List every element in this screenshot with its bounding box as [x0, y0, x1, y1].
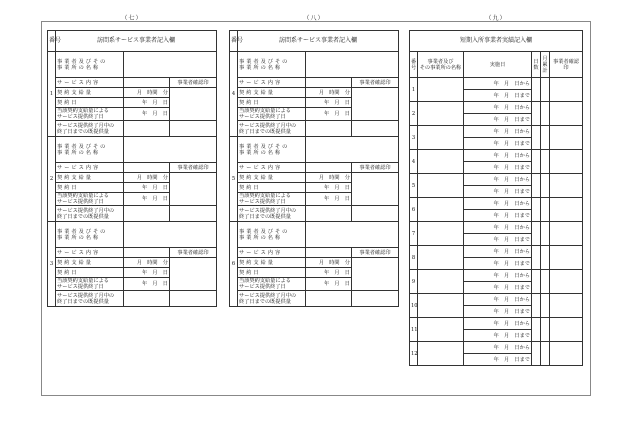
- monthly-total-field[interactable]: [541, 102, 550, 126]
- period-until[interactable]: 年 月 日まで: [464, 234, 532, 246]
- monthly-total-field[interactable]: [541, 246, 550, 270]
- row-number: 12: [410, 342, 418, 366]
- provider-name-field[interactable]: [306, 222, 399, 248]
- monthly-provided-label: サービス提供終了月中の 終了日までの既提供量: [56, 121, 124, 137]
- row-number: 10: [410, 294, 418, 318]
- service-content-field[interactable]: [124, 248, 170, 258]
- period-from[interactable]: 年 月 日から: [464, 150, 532, 162]
- confirm-stamp-box[interactable]: [352, 173, 399, 206]
- monthly-provided-field[interactable]: [124, 206, 170, 222]
- block-row-provider: [230, 52, 399, 78]
- service-content-field[interactable]: [306, 248, 352, 258]
- end-date-field[interactable]: 年 月 日: [124, 108, 170, 121]
- contract-amount-label: 契約支給量: [56, 173, 124, 183]
- monthly-total-field[interactable]: [541, 78, 550, 102]
- end-date-label: 当該契約支給量による サービス提供終了日: [56, 278, 124, 291]
- stamp-field[interactable]: [550, 270, 583, 294]
- panel-label: （七）: [121, 15, 143, 22]
- stamp-header: 事業者確認印: [550, 52, 583, 78]
- monthly-provided-field[interactable]: [306, 121, 352, 137]
- monthly-provided-label: サービス提供終了月中の 終了日までの既提供量: [238, 121, 306, 137]
- end-date-label: 当該契約支給量による サービス提供終了日: [238, 278, 306, 291]
- monthly-total-field[interactable]: [541, 294, 550, 318]
- monthly-total-field[interactable]: [541, 222, 550, 246]
- monthly-total-field[interactable]: [541, 342, 550, 366]
- end-date-label: 当該契約支給量による サービス提供終了日: [56, 193, 124, 206]
- number-header: 番号: [410, 52, 418, 78]
- contract-date-label: 契約日: [238, 268, 306, 278]
- visiting-service-table: [47, 30, 217, 307]
- row-number: 8: [410, 246, 418, 270]
- row-number: 7: [410, 222, 418, 246]
- service-content-label: サービス内容: [56, 163, 124, 173]
- block-number: 1: [48, 52, 56, 137]
- provider-name-field[interactable]: [306, 137, 399, 163]
- period-until[interactable]: 年 月 日まで: [464, 354, 532, 366]
- block-number: 5: [230, 137, 238, 222]
- monthly-total-field[interactable]: [541, 198, 550, 222]
- provider-name-label: 事業者及びその 事業所の名称: [56, 137, 124, 163]
- provider-field[interactable]: [418, 198, 464, 222]
- provider-field[interactable]: [418, 222, 464, 246]
- contract-date-label: 契約日: [56, 268, 124, 278]
- provider-field[interactable]: [418, 270, 464, 294]
- contract-date-label: 契約日: [56, 183, 124, 193]
- period-from[interactable]: 年 月 日から: [464, 294, 532, 306]
- days-header: 日数: [532, 52, 541, 78]
- panel-short-stay-9: [409, 15, 583, 366]
- block-number: 3: [48, 222, 56, 307]
- provider-name-label: 事業者及びその 事業所の名称: [238, 137, 306, 163]
- stamp-field[interactable]: [550, 294, 583, 318]
- short-stay-table: [409, 30, 583, 366]
- block-number: 2: [48, 137, 56, 222]
- provider-field[interactable]: [418, 78, 464, 102]
- confirm-stamp-label: 事業者確認印: [352, 163, 399, 173]
- contract-date-field[interactable]: 年 月 日: [124, 268, 170, 278]
- period-from[interactable]: 年 月 日から: [464, 102, 532, 114]
- days-field[interactable]: [532, 198, 541, 222]
- confirm-stamp-box[interactable]: [352, 258, 399, 291]
- service-content-label: サービス内容: [238, 163, 306, 173]
- row-number: 3: [410, 126, 418, 150]
- service-content-field[interactable]: [306, 78, 352, 88]
- end-date-label: 当該契約支給量による サービス提供終了日: [56, 108, 124, 121]
- period-until[interactable]: 年 月 日まで: [464, 330, 532, 342]
- contract-amount-label: 契約支給量: [238, 88, 306, 98]
- days-field[interactable]: [532, 126, 541, 150]
- block-number: 6: [230, 222, 238, 307]
- days-field[interactable]: [532, 246, 541, 270]
- contract-amount-field[interactable]: 月 時間 分: [124, 258, 170, 268]
- provider-header: 事業者及び その事業所の名称: [418, 52, 464, 78]
- visiting-service-table: [229, 30, 399, 307]
- contract-amount-label: 契約支給量: [238, 258, 306, 268]
- provider-field[interactable]: [418, 318, 464, 342]
- end-date-field[interactable]: 年 月 日: [306, 278, 352, 291]
- days-field[interactable]: [532, 174, 541, 198]
- period-until[interactable]: 年 月 日まで: [464, 258, 532, 270]
- contract-amount-field[interactable]: 月 時間 分: [124, 88, 170, 98]
- confirm-stamp-box[interactable]: [170, 258, 217, 291]
- days-field[interactable]: [532, 102, 541, 126]
- panel-label: （八）: [303, 15, 325, 22]
- monthly-total-field[interactable]: [541, 174, 550, 198]
- row-number: 1: [410, 78, 418, 102]
- confirm-stamp-label: 事業者確認印: [352, 248, 399, 258]
- confirm-stamp-box[interactable]: [170, 173, 217, 206]
- row-number: 11: [410, 318, 418, 342]
- contract-amount-field[interactable]: 月 時間 分: [306, 173, 352, 183]
- row-number: 4: [410, 150, 418, 174]
- monthly-total-field[interactable]: [541, 150, 550, 174]
- stamp-field[interactable]: [550, 102, 583, 126]
- provider-name-field[interactable]: [124, 137, 217, 163]
- row-number: 6: [410, 198, 418, 222]
- monthly-provided-field[interactable]: [124, 291, 170, 307]
- stamp-field[interactable]: [550, 198, 583, 222]
- block-row-provider: [48, 137, 217, 163]
- monthly-provided-label: サービス提供終了月中の 終了日までの既提供量: [56, 291, 124, 307]
- stamp-field[interactable]: [550, 222, 583, 246]
- provider-field[interactable]: [418, 342, 464, 366]
- monthly-stamp-field[interactable]: [170, 206, 217, 222]
- provider-field[interactable]: [418, 150, 464, 174]
- period-from[interactable]: 年 月 日から: [464, 342, 532, 354]
- provider-name-field[interactable]: [124, 52, 217, 78]
- confirm-stamp-box[interactable]: [170, 88, 217, 121]
- period-from[interactable]: 年 月 日から: [464, 246, 532, 258]
- period-from[interactable]: 年 月 日から: [464, 198, 532, 210]
- end-date-field[interactable]: 年 月 日: [124, 278, 170, 291]
- period-from[interactable]: 年 月 日から: [464, 270, 532, 282]
- confirm-stamp-box[interactable]: [352, 88, 399, 121]
- end-date-label: 当該契約支給量による サービス提供終了日: [238, 108, 306, 121]
- confirm-stamp-label: 事業者確認印: [170, 78, 217, 88]
- contract-amount-field[interactable]: 月 時間 分: [306, 88, 352, 98]
- stamp-field[interactable]: [550, 342, 583, 366]
- service-content-label: サービス内容: [238, 248, 306, 258]
- service-content-field[interactable]: [306, 163, 352, 173]
- monthly-stamp-field[interactable]: [352, 291, 399, 307]
- panel-title: 訪問系サービス事業者記入欄: [238, 31, 399, 52]
- number-header: 番号: [230, 31, 238, 52]
- period-until[interactable]: 年 月 日まで: [464, 306, 532, 318]
- contract-amount-field[interactable]: 月 時間 分: [124, 173, 170, 183]
- monthly-stamp-field[interactable]: [352, 121, 399, 137]
- end-date-field[interactable]: 年 月 日: [306, 108, 352, 121]
- contract-amount-label: 契約支給量: [238, 173, 306, 183]
- contract-date-field[interactable]: 年 月 日: [124, 183, 170, 193]
- period-until[interactable]: 年 月 日まで: [464, 282, 532, 294]
- row-number: 5: [410, 174, 418, 198]
- provider-field[interactable]: [418, 294, 464, 318]
- monthly-stamp-field[interactable]: [170, 121, 217, 137]
- monthly-total-field[interactable]: [541, 318, 550, 342]
- monthly-stamp-field[interactable]: [352, 206, 399, 222]
- contract-date-label: 契約日: [56, 98, 124, 108]
- provider-name-field[interactable]: [124, 222, 217, 248]
- contract-date-field[interactable]: 年 月 日: [306, 183, 352, 193]
- contract-amount-label: 契約支給量: [56, 258, 124, 268]
- confirm-stamp-label: 事業者確認印: [170, 163, 217, 173]
- monthly-total-header: 月累計: [541, 52, 550, 78]
- period-until[interactable]: 年 月 日まで: [464, 162, 532, 174]
- end-date-field[interactable]: 年 月 日: [124, 193, 170, 206]
- stamp-field[interactable]: [550, 246, 583, 270]
- period-from[interactable]: 年 月 日から: [464, 318, 532, 330]
- block-number: 4: [230, 52, 238, 137]
- service-content-field[interactable]: [124, 78, 170, 88]
- monthly-total-field[interactable]: [541, 270, 550, 294]
- end-date-label: 当該契約支給量による サービス提供終了日: [238, 193, 306, 206]
- row-number: 2: [410, 102, 418, 126]
- end-date-field[interactable]: 年 月 日: [306, 193, 352, 206]
- stamp-field[interactable]: [550, 150, 583, 174]
- contract-date-field[interactable]: 年 月 日: [306, 268, 352, 278]
- number-header: 番号: [48, 31, 56, 52]
- contract-date-field[interactable]: 年 月 日: [306, 98, 352, 108]
- stamp-field[interactable]: [550, 174, 583, 198]
- service-content-label: サービス内容: [56, 248, 124, 258]
- period-header: 実施日: [464, 52, 532, 78]
- monthly-total-field[interactable]: [541, 126, 550, 150]
- stamp-field[interactable]: [550, 78, 583, 102]
- row-number: 9: [410, 270, 418, 294]
- block-row-provider: [230, 222, 399, 248]
- period-until[interactable]: 年 月 日まで: [464, 138, 532, 150]
- stamp-field[interactable]: [550, 126, 583, 150]
- provider-name-label: 事業者及びその 事業所の名称: [238, 222, 306, 248]
- period-from[interactable]: 年 月 日から: [464, 174, 532, 186]
- stamp-field[interactable]: [550, 318, 583, 342]
- panel-visiting-service-8: [229, 15, 399, 307]
- contract-date-label: 契約日: [238, 98, 306, 108]
- provider-field[interactable]: [418, 174, 464, 198]
- contract-date-field[interactable]: 年 月 日: [124, 98, 170, 108]
- block-row-provider: [48, 52, 217, 78]
- contract-date-label: 契約日: [238, 183, 306, 193]
- days-field[interactable]: [532, 150, 541, 174]
- provider-name-field[interactable]: [306, 52, 399, 78]
- monthly-provided-field[interactable]: [306, 291, 352, 307]
- days-field[interactable]: [532, 270, 541, 294]
- monthly-provided-field[interactable]: [124, 121, 170, 137]
- period-until[interactable]: 年 月 日まで: [464, 90, 532, 102]
- contract-amount-label: 契約支給量: [56, 88, 124, 98]
- panel-visiting-service-7: [47, 15, 217, 307]
- provider-name-label: 事業者及びその 事業所の名称: [238, 52, 306, 78]
- provider-field[interactable]: [418, 102, 464, 126]
- confirm-stamp-label: 事業者確認印: [170, 248, 217, 258]
- days-field[interactable]: [532, 294, 541, 318]
- monthly-provided-label: サービス提供終了月中の 終了日までの既提供量: [238, 206, 306, 222]
- days-field[interactable]: [532, 222, 541, 246]
- period-from[interactable]: 年 月 日から: [464, 78, 532, 90]
- contract-amount-field[interactable]: 月 時間 分: [306, 258, 352, 268]
- provider-name-label: 事業者及びその 事業所の名称: [56, 52, 124, 78]
- period-from[interactable]: 年 月 日から: [464, 126, 532, 138]
- monthly-provided-label: サービス提供終了月中の 終了日までの既提供量: [56, 206, 124, 222]
- period-from[interactable]: 年 月 日から: [464, 222, 532, 234]
- provider-field[interactable]: [418, 126, 464, 150]
- panel-title: 短期入所事業者実績記入欄: [410, 31, 583, 52]
- block-row-provider: [230, 137, 399, 163]
- monthly-stamp-field[interactable]: [170, 291, 217, 307]
- monthly-provided-label: サービス提供終了月中の 終了日までの既提供量: [238, 291, 306, 307]
- monthly-provided-field[interactable]: [306, 206, 352, 222]
- panel-title: 訪問系サービス事業者記入欄: [56, 31, 217, 52]
- panel-label: （九）: [485, 15, 507, 22]
- days-field[interactable]: [532, 78, 541, 102]
- provider-field[interactable]: [418, 246, 464, 270]
- service-content-label: サービス内容: [56, 78, 124, 88]
- period-until[interactable]: 年 月 日まで: [464, 210, 532, 222]
- days-field[interactable]: [532, 342, 541, 366]
- service-content-label: サービス内容: [238, 78, 306, 88]
- provider-name-label: 事業者及びその 事業所の名称: [56, 222, 124, 248]
- days-field[interactable]: [532, 318, 541, 342]
- period-until[interactable]: 年 月 日まで: [464, 114, 532, 126]
- period-until[interactable]: 年 月 日まで: [464, 186, 532, 198]
- service-content-field[interactable]: [124, 163, 170, 173]
- confirm-stamp-label: 事業者確認印: [352, 78, 399, 88]
- block-row-provider: [48, 222, 217, 248]
